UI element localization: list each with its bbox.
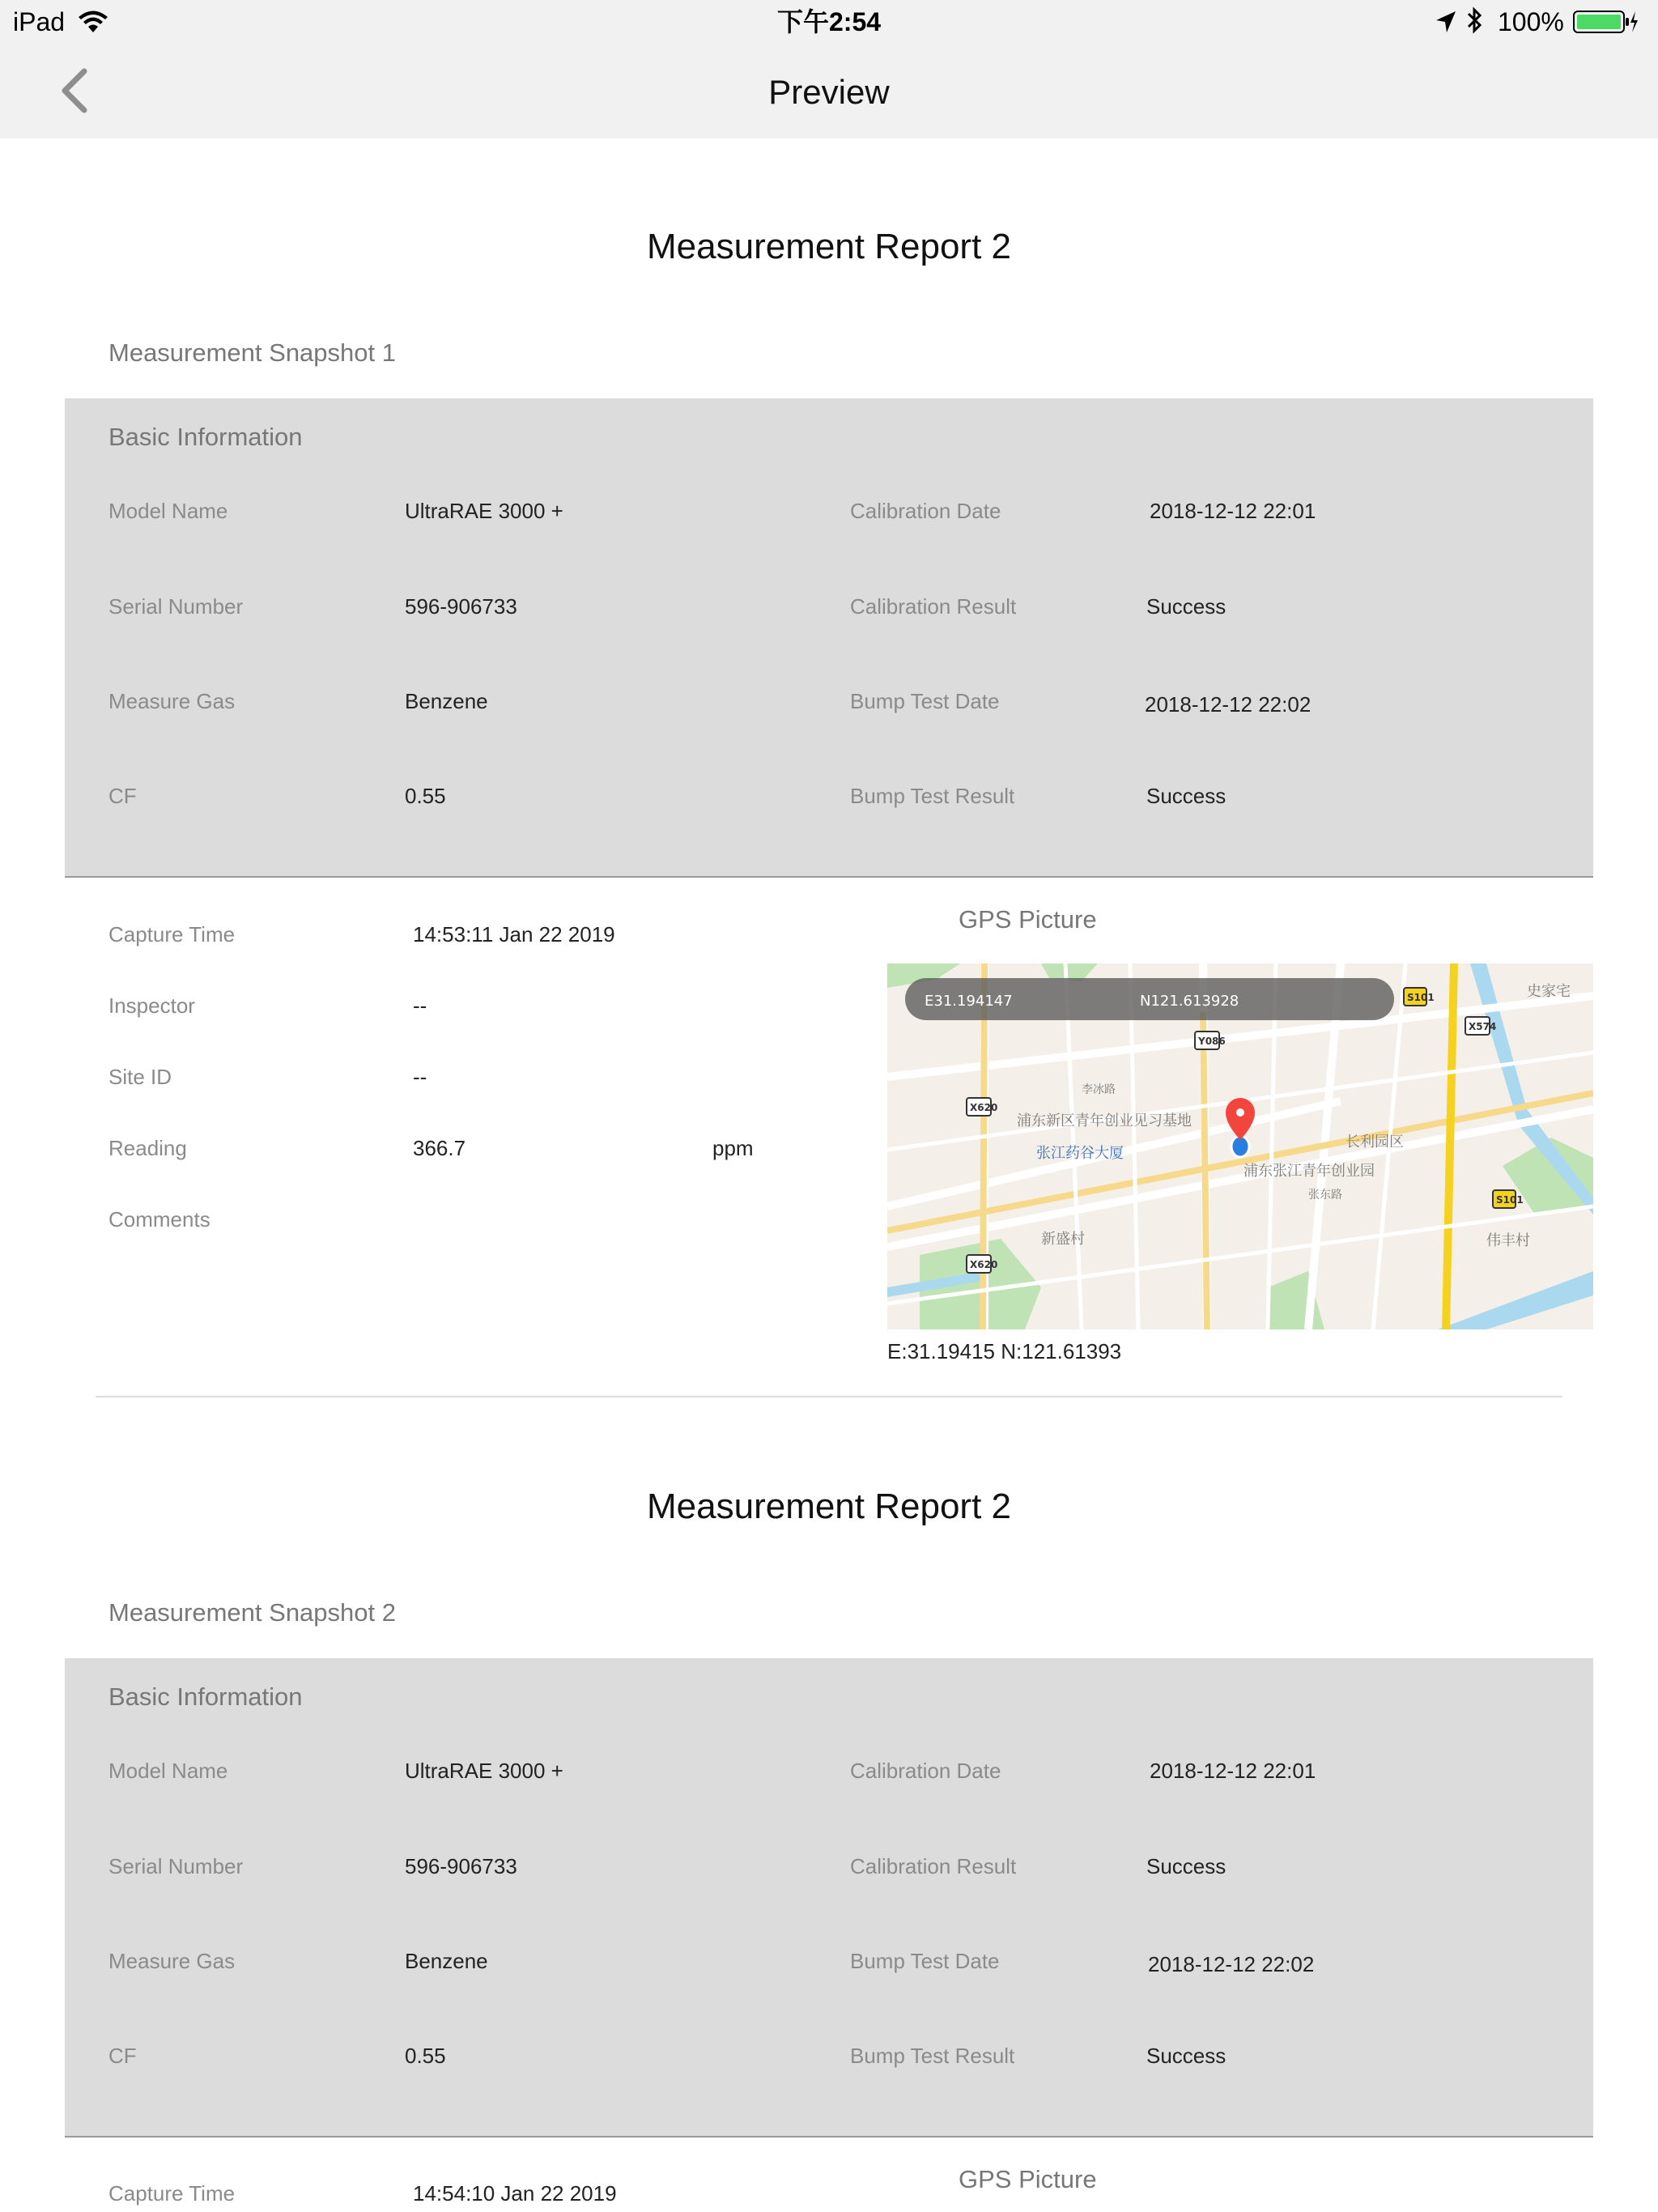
svg-text:Y086: Y086 [1198, 1036, 1226, 1047]
model-name-value: UltraRAE 3000 + [405, 499, 563, 523]
serial-number-value: 596-906733 [405, 1854, 517, 1878]
wifi-icon [76, 8, 110, 34]
map-label: 长利园区 [1346, 1134, 1404, 1151]
bump-test-result-label: Bump Test Result [850, 2044, 1015, 2068]
reading-value: 366.7 [413, 1136, 466, 1160]
status-time: 下午2:54 [777, 7, 882, 36]
bump-test-result-value: Success [1146, 2044, 1226, 2068]
site-id-value: -- [413, 1065, 427, 1089]
cf-label: CF [108, 2044, 137, 2068]
map-overlay-north: N121.613928 [1140, 993, 1239, 1010]
cf-value: 0.55 [405, 784, 446, 808]
map-label: 浦东张江青年创业园 [1244, 1163, 1375, 1180]
gps-picture-title: GPS Picture [959, 2165, 1097, 2193]
map-label: 史家宅 [1527, 983, 1571, 1000]
calibration-date-label: Calibration Date [850, 499, 1001, 523]
model-name-value: UltraRAE 3000 + [405, 1759, 563, 1783]
serial-number-label: Serial Number [108, 594, 244, 619]
calibration-result-value: Success [1146, 594, 1226, 619]
report-title: Measurement Report 2 [647, 227, 1011, 266]
svg-text:X620: X620 [970, 1102, 998, 1113]
capture-time-value: 14:54:10 Jan 22 2019 [413, 2181, 617, 2206]
calibration-date-value: 2018-12-12 22:01 [1150, 499, 1316, 523]
map-label: 伟丰村 [1486, 1232, 1530, 1249]
map-overlay-east: E31.194147 [925, 993, 1013, 1010]
location-arrow-icon [1435, 10, 1457, 34]
inspector-label: Inspector [108, 993, 195, 1018]
calibration-result-label: Calibration Result [850, 1854, 1017, 1878]
inspector-value: -- [413, 993, 427, 1018]
battery-icon [1572, 8, 1639, 36]
basic-information-title: Basic Information [108, 423, 303, 451]
bluetooth-icon [1465, 6, 1485, 34]
serial-number-value: 596-906733 [405, 594, 517, 619]
reading-label: Reading [108, 1136, 187, 1160]
comments-label: Comments [108, 1207, 210, 1231]
page-title: Preview [768, 73, 890, 111]
basic-information-panel [65, 1658, 1593, 2138]
device-name: iPad [13, 7, 66, 36]
measure-gas-value: Benzene [405, 689, 488, 713]
serial-number-label: Serial Number [108, 1854, 244, 1878]
model-name-label: Model Name [108, 1759, 228, 1783]
calibration-date-value: 2018-12-12 22:01 [1150, 1759, 1316, 1783]
capture-time-label: Capture Time [108, 922, 236, 946]
map-label: 李冰路 [1082, 1083, 1116, 1096]
bump-test-result-value: Success [1146, 784, 1226, 808]
calibration-result-value: Success [1146, 1854, 1226, 1878]
calibration-result-label: Calibration Result [850, 594, 1017, 619]
map-image [887, 963, 1593, 1329]
bump-test-date-label: Bump Test Date [850, 689, 1000, 713]
map-label: 张东路 [1308, 1189, 1342, 1202]
bump-test-date-label: Bump Test Date [850, 1949, 1000, 1973]
svg-text:S101: S101 [1407, 992, 1435, 1003]
gps-coordinates: E:31.19415 N:121.61393 [887, 1339, 1122, 1363]
capture-time-label: Capture Time [108, 2181, 236, 2206]
site-id-label: Site ID [108, 1065, 172, 1089]
cf-label: CF [108, 784, 137, 808]
battery-percent: 100% [1498, 7, 1564, 36]
cf-value: 0.55 [405, 2044, 446, 2068]
map-label: 浦东新区青年创业见习基地 [1017, 1112, 1192, 1129]
report-divider [96, 1396, 1562, 1397]
svg-text:X620: X620 [970, 1259, 998, 1270]
measure-gas-label: Measure Gas [108, 1949, 236, 1973]
bump-test-date-value: 2018-12-12 22:02 [1145, 692, 1312, 717]
snapshot-title: Measurement Snapshot 1 [108, 338, 396, 367]
model-name-label: Model Name [108, 499, 228, 523]
gps-map[interactable] [887, 963, 1593, 1329]
calibration-date-label: Calibration Date [850, 1759, 1001, 1783]
map-label: 新盛村 [1041, 1231, 1085, 1248]
measure-gas-value: Benzene [405, 1949, 488, 1973]
measure-gas-label: Measure Gas [108, 689, 236, 713]
svg-text:S101: S101 [1496, 1194, 1524, 1206]
snapshot-title: Measurement Snapshot 2 [108, 1598, 396, 1627]
bump-test-result-label: Bump Test Result [850, 784, 1015, 808]
capture-time-value: 14:53:11 Jan 22 2019 [413, 922, 615, 946]
basic-information-title: Basic Information [108, 1682, 303, 1711]
map-label: 张江药谷大厦 [1036, 1145, 1124, 1162]
report-title: Measurement Report 2 [647, 1487, 1011, 1526]
bump-test-date-value: 2018-12-12 22:02 [1148, 1952, 1315, 1976]
gps-picture-title: GPS Picture [959, 905, 1097, 934]
svg-text:X574: X574 [1469, 1021, 1497, 1032]
reading-unit: ppm [712, 1136, 754, 1160]
basic-information-panel [65, 398, 1593, 878]
